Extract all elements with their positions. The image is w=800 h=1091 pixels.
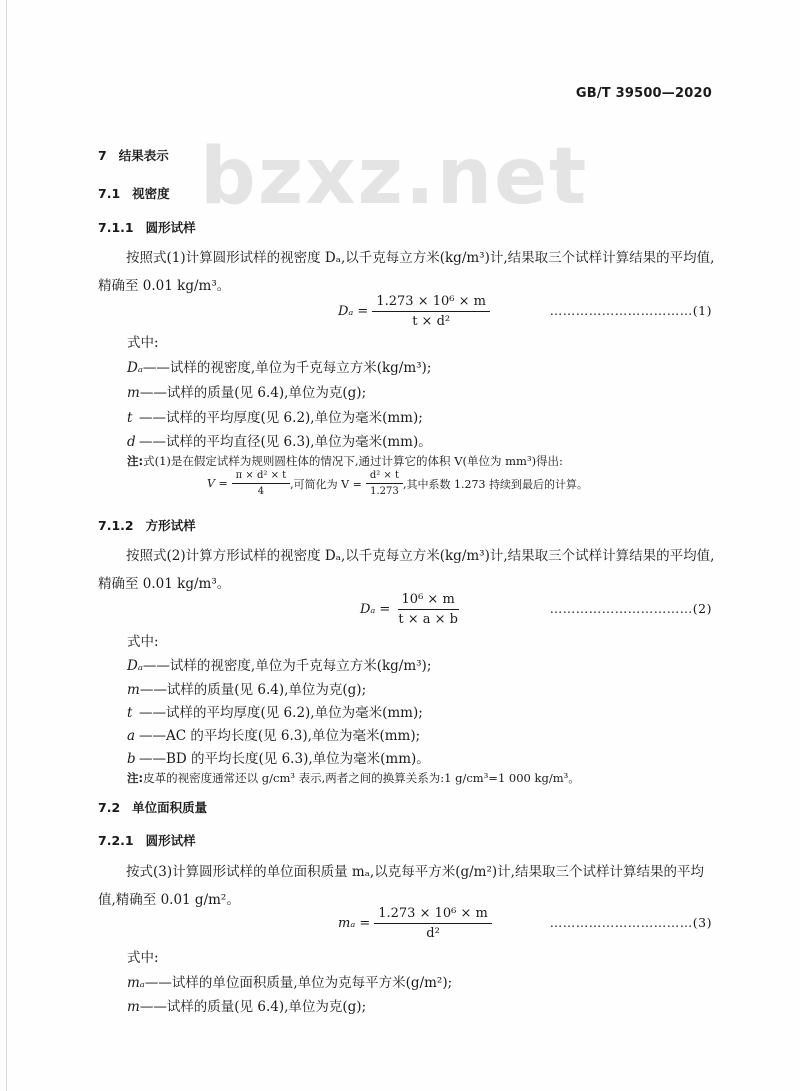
variable-line: a ——AC 的平均长度(见 6.3),单位为毫米(mm); [127, 728, 421, 744]
variable-line: Dₐ——试样的视密度,单位为千克每立方米(kg/m³); [127, 658, 432, 674]
heading-7-2: 7.2 单位面积质量 [98, 800, 208, 815]
paragraph-7-1-1: 按照式(1)计算圆形试样的视密度 Dₐ,以千克每立方米(kg/m³)计,结果取三个试样计算结果的平均值,精确至 0.01 kg/m³。 [98, 250, 715, 294]
equation-number-1: ……………………………(1) [549, 303, 712, 318]
variable-line: b ——BD 的平均长度(见 6.3),单位为毫米(mm)。 [127, 751, 430, 767]
page-edge [6, 0, 7, 1091]
formula-1-fraction: $\frac{\text{1.273 × 10⁶ × m}}{\text{t × d²}}$ [372, 294, 490, 329]
formula-1: Dₐ = $\frac{\text{1.273 × 10⁶ × m}}{\text{t × d²}}$ [338, 294, 490, 329]
formula-2: Dₐ = $\frac{\text{10⁶ × m}}{t \times a \times b}$ [360, 592, 462, 627]
note-1-fraction-b: $\frac{\text{d² × t}}{1.273}$ [366, 470, 403, 497]
note-1-fraction-a: $\frac{\text{π × d² × t}}{4}$ [232, 470, 290, 497]
heading-7-1-1: 7.1.1 圆形试样 [98, 220, 196, 235]
formula-3-fraction: $\frac{\text{1.273 × 10⁶ × m}}{\text{d²}}$ [374, 906, 492, 941]
where-label-2: 式中: [127, 634, 159, 650]
where-label-1: 式中: [127, 335, 159, 351]
note-1: 注:式(1)是在假定试样为规则圆柱体的情况下,通过计算它的体积 V(单位为 mm³)得出: [127, 454, 563, 468]
variable-line: mₐ——试样的单位面积质量,单位为克每平方米(g/m²); [127, 975, 453, 991]
paragraph-7-1-2: 按照式(2)计算方形试样的视密度 Dₐ,以千克每立方米(kg/m³)计,结果取三个试样计算结果的平均值,精确至 0.01 kg/m³。 [98, 548, 715, 592]
equation-number-3: ……………………………(3) [549, 915, 712, 930]
heading-7-2-1: 7.2.1 圆形试样 [98, 833, 196, 848]
variable-line: t ——试样的平均厚度(见 6.2),单位为毫米(mm); [127, 705, 423, 721]
heading-7-1-2: 7.1.2 方形试样 [98, 518, 196, 533]
standard-code: GB/T 39500—2020 [575, 86, 712, 101]
watermark: bzxz.net [200, 132, 589, 222]
paragraph-7-2-1: 按式(3)计算圆形试样的单位面积质量 mₐ,以克每平方米(g/m²)计,结果取三个试样计算结果的平均值,精确至 0.01 g/m²。 [98, 864, 704, 908]
formula-2-fraction: $\frac{\text{10⁶ × m}}{t \times a \times b}$ [398, 592, 458, 627]
variable-line: d ——试样的平均直径(见 6.3),单位为毫米(mm)。 [127, 434, 432, 450]
variable-line: m——试样的质量(见 6.4),单位为克(g); [127, 999, 367, 1015]
heading-7: 7 结果表示 [98, 148, 169, 163]
equation-number-2: ……………………………(2) [549, 601, 712, 616]
variable-line: m——试样的质量(见 6.4),单位为克(g); [127, 385, 367, 401]
variable-line: m——试样的质量(见 6.4),单位为克(g); [127, 682, 367, 698]
variable-line: Dₐ——试样的视密度,单位为千克每立方米(kg/m³); [127, 360, 432, 376]
note-1-formula: V = $\frac{\text{π × d² × t}}{4}$ ,可简化为 V = $\frac{\text{d² × t}}{1.273}$ ,其中系数 1.273 持续到最后的计算。 [207, 470, 588, 497]
formula-3: mₐ = $\frac{\text{1.273 × 10⁶ × m}}{\text{d²}}$ [338, 906, 492, 941]
note-2: 注:皮革的视密度通常还以 g/cm³ 表示,两者之间的换算关系为:1 g/cm³=1 000 kg/m³。 [127, 771, 580, 785]
heading-7-1: 7.1 视密度 [98, 186, 170, 201]
where-label-3: 式中: [127, 950, 159, 966]
variable-line: t ——试样的平均厚度(见 6.2),单位为毫米(mm); [127, 410, 423, 426]
